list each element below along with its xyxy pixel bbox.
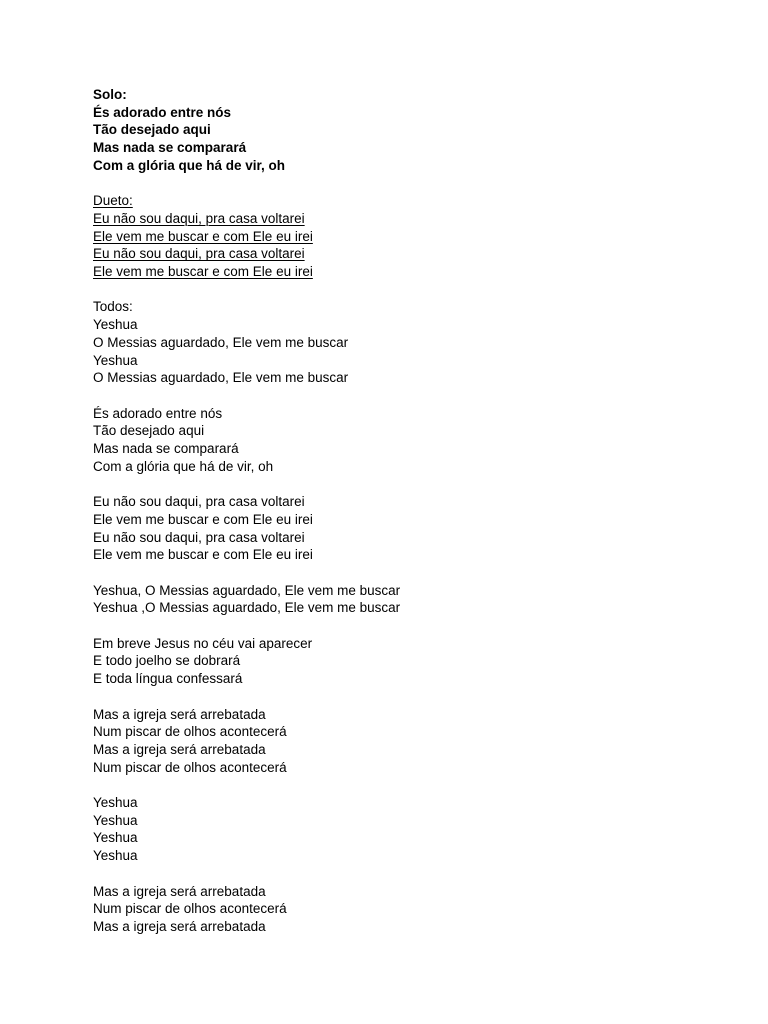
lyric-line: Tão desejado aqui [93, 122, 211, 138]
lyric-line: Num piscar de olhos acontecerá [93, 724, 287, 740]
lyric-line: És adorado entre nós [93, 104, 232, 120]
lyric-line: Tão desejado aqui [93, 423, 205, 439]
lyric-line: És adorado entre nós [93, 405, 223, 421]
lyric-line: Yeshua [93, 812, 138, 828]
lyric-line: Yeshua [93, 848, 138, 864]
lyrics-stanza [93, 405, 713, 476]
lyric-line: Ele vem me buscar e com Ele eu irei [93, 228, 313, 244]
lyric-line: Com a glória que há de vir, oh [93, 458, 274, 474]
lyric-line: Eu não sou daqui, pra casa voltarei [93, 494, 305, 510]
lyric-line: Mas a igreja será arrebatada [93, 741, 266, 757]
lyric-line: Num piscar de olhos acontecerá [93, 901, 287, 917]
lyric-line: Yeshua [93, 795, 138, 810]
lyric-line: Yeshua [93, 830, 138, 846]
lyrics-stanza [93, 582, 713, 617]
lyric-line: O Messias aguardado, Ele vem me buscar [93, 334, 349, 350]
lyric-line: Yeshua, O Messias aguardado, Ele vem me buscar [93, 582, 401, 598]
lyric-line: Ele vem me buscar e com Ele eu irei [93, 547, 313, 563]
lyric-line: Mas nada se comparará [93, 441, 239, 457]
lyrics-stanza [93, 706, 713, 777]
lyrics-stanza [93, 794, 713, 865]
section-heading: Todos: [93, 299, 133, 315]
lyric-line: Eu não sou daqui, pra casa voltarei [93, 210, 305, 226]
lyrics-stanza [93, 493, 713, 564]
lyrics-stanza [93, 298, 713, 387]
lyric-line: Mas nada se comparará [93, 140, 247, 156]
lyric-line: O Messias aguardado, Ele vem me buscar [93, 370, 349, 386]
lyric-line: Em breve Jesus no céu vai aparecer [93, 635, 313, 651]
section-heading: Dueto: [93, 193, 133, 209]
lyric-line: Ele vem me buscar e com Ele eu irei [93, 264, 313, 280]
lyric-line: Eu não sou daqui, pra casa voltarei [93, 246, 305, 262]
lyrics-stanza [93, 635, 713, 688]
lyric-line: Mas a igreja será arrebatada [93, 706, 266, 722]
lyrics-document [93, 86, 713, 953]
lyrics-stanza [93, 192, 713, 281]
lyric-line: Mas a igreja será arrebatada [93, 918, 266, 934]
lyric-line: Com a glória que há de vir, oh [93, 157, 286, 173]
lyric-line: E toda língua confessará [93, 671, 243, 687]
lyric-line: Ele vem me buscar e com Ele eu irei [93, 511, 313, 527]
lyric-line: Yeshua [93, 317, 138, 333]
lyrics-stanza [93, 86, 713, 175]
lyric-line: Yeshua ,O Messias aguardado, Ele vem me buscar [93, 600, 401, 616]
lyric-line: Yeshua [93, 352, 138, 368]
lyric-line: Eu não sou daqui, pra casa voltarei [93, 529, 305, 545]
lyrics-stanza [93, 883, 713, 936]
lyric-line: Mas a igreja será arrebatada [93, 883, 266, 899]
lyric-line: E todo joelho se dobrará [93, 653, 241, 669]
section-heading: Solo: [93, 87, 127, 102]
lyric-line: Num piscar de olhos acontecerá [93, 759, 287, 775]
